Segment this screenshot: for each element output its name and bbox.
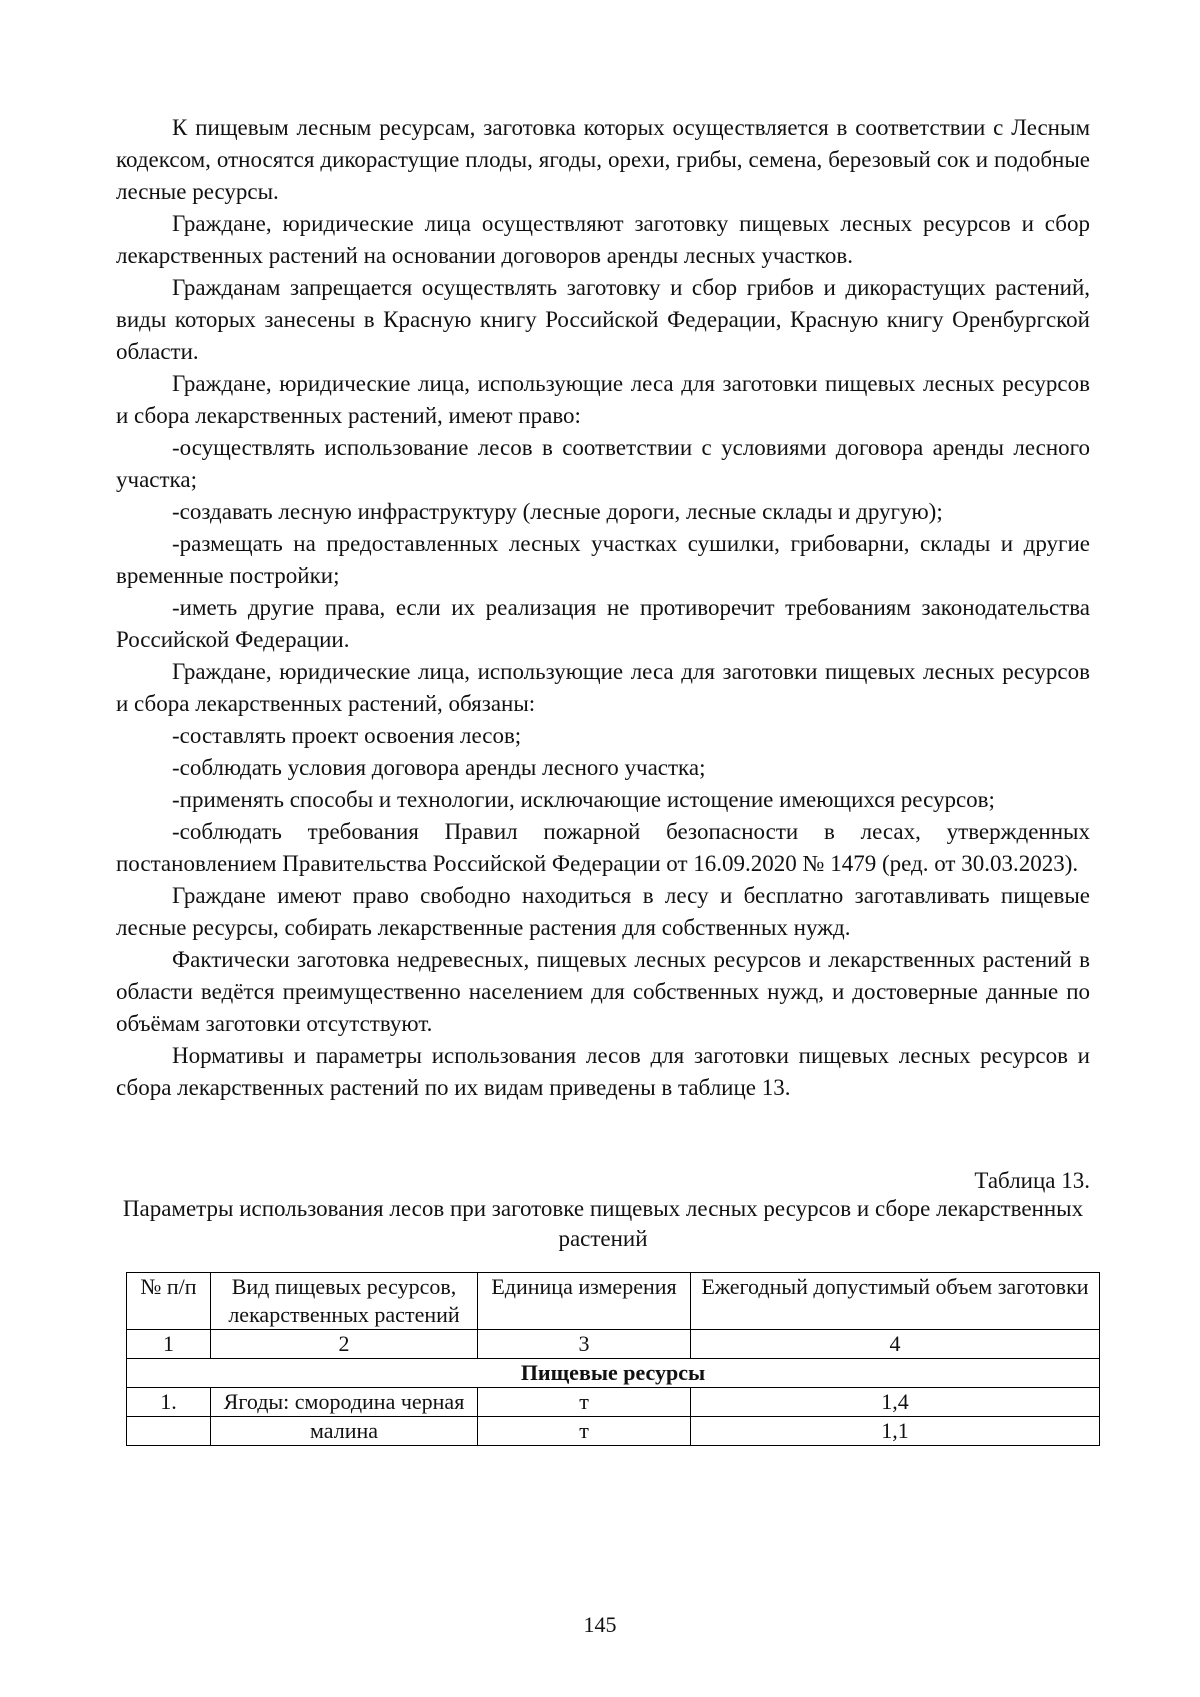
table-cell: 1,4 bbox=[691, 1388, 1100, 1417]
obligation-item: -соблюдать требования Правил пожарной безопасности в лесах, утвержденных постановлением Правительства Российской Федерации от 16.09.2020 № 1479 (ред. от 30.03.2023). bbox=[116, 819, 1090, 876]
column-number: 2 bbox=[211, 1330, 478, 1359]
paragraph-actual-harvest: Фактически заготовка недревесных, пищевых лесных ресурсов и лекарственных растений в области ведётся преимущественно населением для собственных нужд, и достоверные данные по объёмам заготовки отсутствуют. bbox=[116, 947, 1090, 1036]
table-cell: Ягоды: смородина черная bbox=[211, 1388, 478, 1417]
table-cell: т bbox=[478, 1417, 691, 1446]
header-number: № п/п bbox=[127, 1273, 211, 1330]
table-cell: т bbox=[478, 1388, 691, 1417]
obligation-item: -применять способы и технологии, исключающие истощение имеющихся ресурсов; bbox=[172, 787, 995, 812]
table-cell: 1. bbox=[127, 1388, 211, 1417]
obligation-item: -составлять проект освоения лесов; bbox=[172, 723, 522, 748]
paragraph-food-resources: К пищевым лесным ресурсам, заготовка которых осуществляется в соответствии с Лесным кодексом, относятся дикорастущие плоды, ягоды, орехи, грибы, семена, березовый сок и подобные лесные ресурсы. bbox=[116, 115, 1090, 204]
table-header-row bbox=[127, 1273, 1100, 1330]
header-unit: Единица измерения bbox=[478, 1273, 691, 1330]
column-number: 1 bbox=[127, 1330, 211, 1359]
obligation-item: -соблюдать условия договора аренды лесного участка; bbox=[172, 755, 706, 780]
rights-item: -осуществлять использование лесов в соответствии с условиями договора аренды лесного участка; bbox=[116, 435, 1090, 492]
page-number: 145 bbox=[583, 1612, 617, 1637]
parameters-table bbox=[126, 1272, 1100, 1446]
body-text bbox=[116, 112, 1090, 1104]
paragraph-lease-basis: Граждане, юридические лица осуществляют заготовку пищевых лесных ресурсов и сбор лекарственных растений на основании договоров аренды лесных участков. bbox=[116, 211, 1090, 268]
column-number: 4 bbox=[691, 1330, 1100, 1359]
table-section-row bbox=[127, 1359, 1100, 1388]
header-resource-type: Вид пищевых ресурсов, лекарственных растений bbox=[211, 1273, 478, 1330]
paragraph-rights-intro: Граждане, юридические лица, использующие леса для заготовки пищевых лесных ресурсов и сбора лекарственных растений, имеют право: bbox=[116, 371, 1090, 428]
table-title: Параметры использования лесов при заготовке пищевых лесных ресурсов и сборе лекарственных растений bbox=[122, 1196, 1084, 1251]
rights-item: -размещать на предоставленных лесных участках сушилки, грибоварни, склады и другие временные постройки; bbox=[116, 531, 1090, 588]
section-title: Пищевые ресурсы bbox=[127, 1359, 1100, 1388]
paragraph-table-reference: Нормативы и параметры использования лесов для заготовки пищевых лесных ресурсов и сбора лекарственных растений по их видам приведены в таблице 13. bbox=[116, 1043, 1090, 1100]
paragraph-prohibition: Гражданам запрещается осуществлять заготовку и сбор грибов и дикорастущих растений, виды которых занесены в Красную книгу Российской Федерации, Красную книгу Оренбургской области. bbox=[116, 275, 1090, 364]
table-row bbox=[127, 1388, 1100, 1417]
table-cell: малина bbox=[211, 1417, 478, 1446]
table-cell: 1,1 bbox=[691, 1417, 1100, 1446]
paragraph-obligations-intro: Граждане, юридические лица, использующие леса для заготовки пищевых лесных ресурсов и сбора лекарственных растений, обязаны: bbox=[116, 659, 1090, 716]
table-row bbox=[127, 1417, 1100, 1446]
table-cell bbox=[127, 1417, 211, 1446]
header-annual-volume: Ежегодный допустимый объем заготовки bbox=[691, 1273, 1100, 1330]
table-caption-number: Таблица 13. bbox=[974, 1168, 1090, 1193]
rights-item: -иметь другие права, если их реализация не противоречит требованиям законодательства Российской Федерации. bbox=[116, 595, 1090, 652]
paragraph-free-access: Граждане имеют право свободно находиться в лесу и бесплатно заготавливать пищевые лесные ресурсы, собирать лекарственные растения для собственных нужд. bbox=[116, 883, 1090, 940]
column-number: 3 bbox=[478, 1330, 691, 1359]
table-column-number-row bbox=[127, 1330, 1100, 1359]
rights-item: -создавать лесную инфраструктуру (лесные дороги, лесные склады и другую); bbox=[172, 499, 943, 524]
